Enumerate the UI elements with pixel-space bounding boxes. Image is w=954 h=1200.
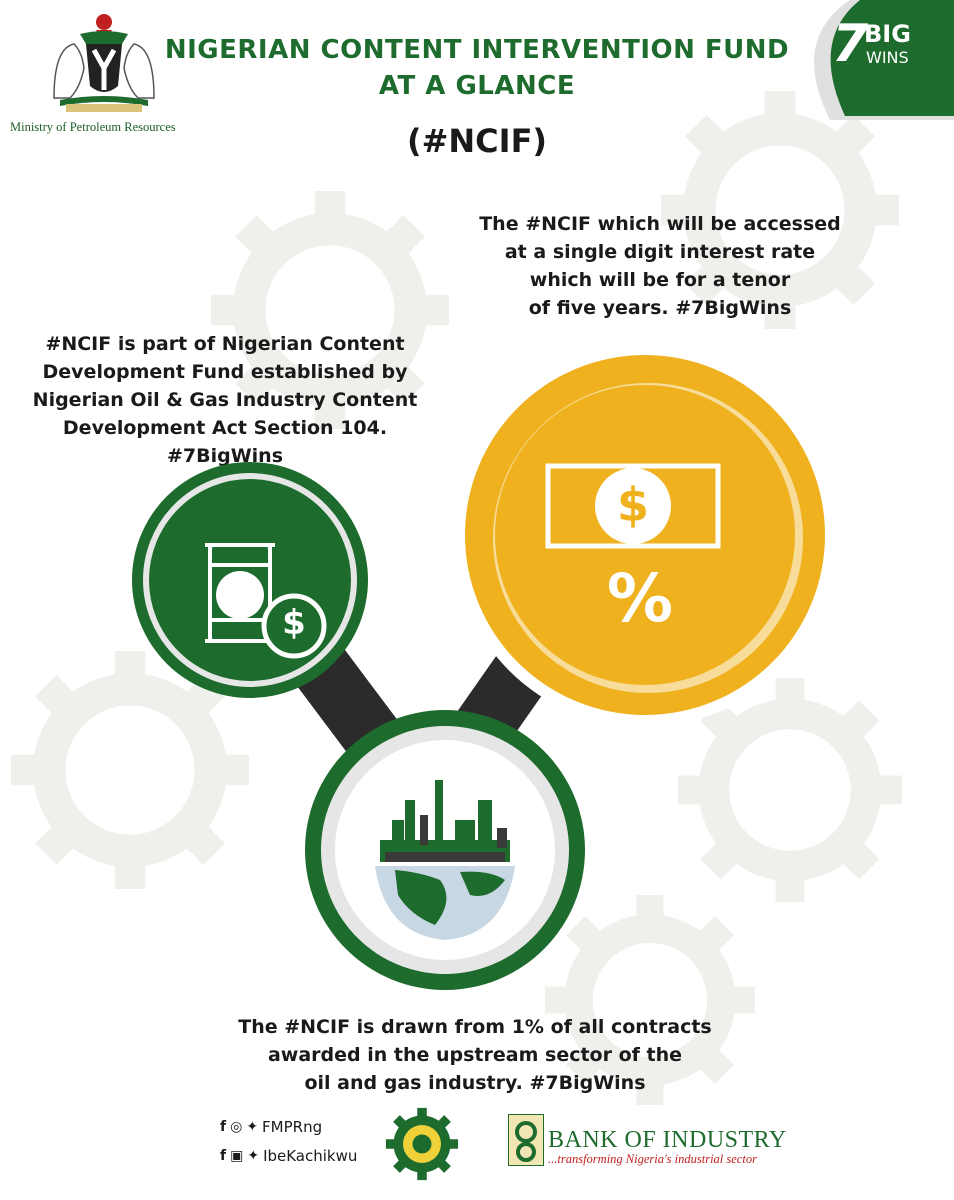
- fact-line: awarded in the upstream sector of the: [267, 1044, 683, 1066]
- fact-line: of five years. #7BigWins: [528, 297, 792, 319]
- facebook-icon[interactable]: f: [220, 1148, 227, 1164]
- fact-line: at a single digit interest rate: [504, 241, 816, 263]
- social-handle[interactable]: FMPRng: [262, 1118, 323, 1136]
- social-handle-row-1[interactable]: [220, 1118, 322, 1136]
- twitter-icon[interactable]: ✦: [246, 1119, 259, 1135]
- fact-line: Development Fund established by: [42, 361, 408, 383]
- twitter-icon[interactable]: ✦: [247, 1148, 260, 1164]
- fact-line: oil and gas industry. #7BigWins: [304, 1072, 646, 1094]
- badge-big: BIG: [864, 20, 911, 48]
- interest-rate-circle: [453, 343, 837, 727]
- fact-line: #NCIF is part of Nigerian Content: [45, 333, 405, 355]
- fact-line: which will be for a tenor: [529, 269, 791, 291]
- page-subtitle: (#NCIF): [406, 122, 548, 160]
- fact-line: Nigerian Oil & Gas Industry Content: [32, 389, 418, 411]
- oil-barrel-circle: [132, 462, 368, 698]
- fact-line: The #NCIF is drawn from 1% of all contracts: [238, 1016, 712, 1038]
- badge-wins: WINS: [866, 48, 909, 67]
- badge-number: 7: [832, 14, 869, 74]
- title-line-2: AT A GLANCE: [378, 71, 576, 101]
- fact-line: The #NCIF which will be accessed: [479, 213, 841, 235]
- bank-of-industry-gear-icon: [508, 1114, 544, 1166]
- social-handle-row-2[interactable]: [220, 1147, 357, 1165]
- ministry-label: Ministry of Petroleum Resources: [10, 120, 176, 134]
- instagram-icon[interactable]: ◎: [230, 1119, 243, 1135]
- percent-symbol: %: [606, 560, 674, 637]
- coin-dollar-symbol: $: [282, 603, 306, 643]
- title-line-1: NIGERIAN CONTENT INTERVENTION FUND: [164, 35, 790, 65]
- bank-of-industry-tagline: ...transforming Nigeria's industrial sector: [548, 1152, 757, 1166]
- ncdmb-gear-logo: [384, 1106, 460, 1182]
- facebook-icon[interactable]: f: [220, 1119, 227, 1135]
- fact-line: Development Act Section 104. #7BigWins: [62, 417, 388, 467]
- bank-of-industry-name: BANK OF INDUSTRY: [548, 1127, 787, 1153]
- dollar-symbol: $: [616, 478, 649, 532]
- linkedin-icon[interactable]: ▣: [230, 1148, 244, 1164]
- social-handle[interactable]: IbeKachikwu: [263, 1147, 358, 1165]
- barrel-gauge-icon: [216, 571, 264, 619]
- fact-contract-source: [170, 1013, 780, 1097]
- industry-circle: [305, 710, 585, 990]
